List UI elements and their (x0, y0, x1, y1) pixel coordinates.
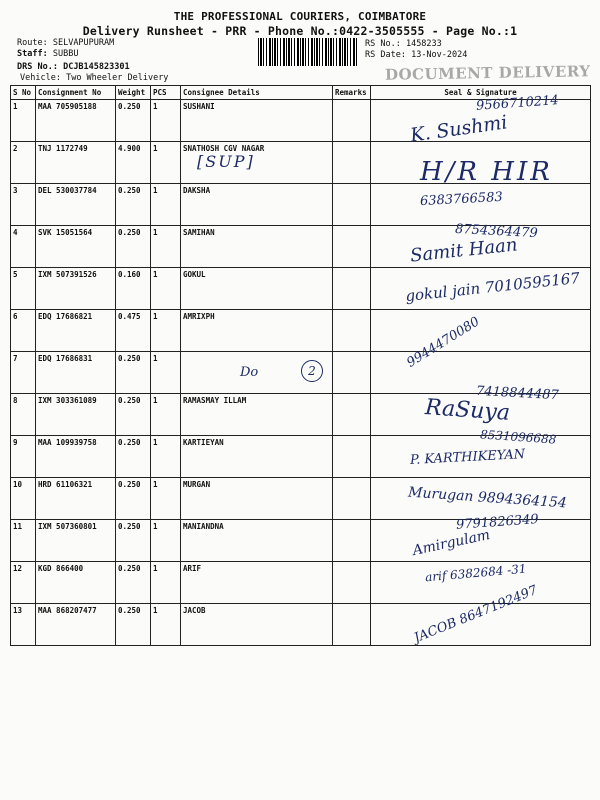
row-sno: 9 (11, 436, 36, 478)
row-weight: 0.250 (116, 352, 151, 394)
row-consignment-no: KGD 866400 (36, 562, 116, 604)
row-consignee: AMRIXPH (181, 310, 333, 352)
row-weight: 0.250 (116, 562, 151, 604)
company-title: THE PROFESSIONAL COURIERS, COIMBATORE (173, 10, 427, 23)
row-pcs: 1 (151, 226, 181, 268)
route-value: SELVAPUPURAM (52, 38, 115, 48)
row-sno: 5 (11, 268, 36, 310)
col-weight: Weight (116, 86, 151, 100)
row-consignee: MANIANDNA (181, 520, 333, 562)
table-row (11, 310, 591, 352)
row-signature (371, 310, 591, 352)
row-weight: 0.250 (116, 436, 151, 478)
rs-no-value: 1458233 (405, 39, 442, 49)
row-consignment-no: IXM 303361089 (36, 394, 116, 436)
handwritten-circled-2: 2 (301, 360, 323, 382)
sig-9: P. KARTHIKEYAN (409, 446, 526, 469)
row-consignment-no: MAA 705905188 (36, 100, 116, 142)
row-sno: 1 (11, 100, 36, 142)
row-sno: 13 (11, 604, 36, 646)
row-remarks (333, 436, 371, 478)
row-pcs: 1 (151, 436, 181, 478)
row-consignee: RAMASMAY ILLAM (181, 394, 333, 436)
row-consignment-no: EDQ 17686821 (36, 310, 116, 352)
rs-no-line: RS No.: 1458233 (365, 39, 442, 49)
row-weight: 0.250 (116, 226, 151, 268)
sig-10: Murugan 9894364154 (407, 484, 568, 512)
row-weight: 0.160 (116, 268, 151, 310)
row-consignment-no: HRD 61106321 (36, 478, 116, 520)
row-sno: 7 (11, 352, 36, 394)
row-sno: 3 (11, 184, 36, 226)
table-row (11, 184, 591, 226)
sig-2: H/R HIR (420, 157, 553, 187)
row-pcs: 1 (151, 184, 181, 226)
sig-11: Amirgulam (411, 526, 492, 560)
row-weight: 4.900 (116, 142, 151, 184)
sig-3: 6383766583 (419, 189, 504, 210)
row-pcs: 1 (151, 268, 181, 310)
sig-8-phone: 7418844487 (475, 383, 560, 404)
row-remarks (333, 100, 371, 142)
vehicle-value: Two Wheeler Delivery (66, 73, 169, 83)
row-consignee: JACOB (181, 604, 333, 646)
sig-5: gokul jain 7010595167 (404, 268, 581, 306)
drs-value: DCJB145823301 (63, 62, 130, 72)
row-consignment-no: MAA 109939758 (36, 436, 116, 478)
row-sno: 6 (11, 310, 36, 352)
sig-4-phone: 8754364479 (454, 221, 539, 242)
row-pcs: 1 (151, 604, 181, 646)
row-consignment-no: EDQ 17686831 (36, 352, 116, 394)
barcode (258, 38, 358, 66)
route-line: Route: SELVAPUPURAM (17, 38, 115, 48)
vehicle-line: Vehicle: Two Wheeler Delivery (20, 73, 169, 83)
row-sno: 10 (11, 478, 36, 520)
handwritten-do: Do (240, 365, 259, 380)
sig-11-phone: 9791826349 (455, 512, 540, 533)
row-consignee: SNATHOSH CGV NAGAR (181, 142, 333, 184)
row-consignee: MURGAN (181, 478, 333, 520)
sig-12: arif 6382684 -31 (424, 561, 527, 585)
row-sno: 12 (11, 562, 36, 604)
row-consignment-no: MAA 868207477 (36, 604, 116, 646)
col-consignment: Consignment No (36, 86, 116, 100)
col-consignee: Consignee Details (181, 86, 333, 100)
row-remarks (333, 352, 371, 394)
sig-1-phone: 9566710214 (475, 93, 560, 114)
row-pcs: 1 (151, 520, 181, 562)
sig-4: Samit Haan (409, 234, 519, 267)
row-consignee: SUSHANI (181, 100, 333, 142)
row-weight: 0.250 (116, 184, 151, 226)
sig-1: K. Sushmi (408, 111, 509, 147)
row-consignment-no: IXM 507391526 (36, 268, 116, 310)
row-remarks (333, 184, 371, 226)
sig-9-phone: 8531096688 (479, 427, 557, 447)
row-sno: 2 (11, 142, 36, 184)
col-signature: Seal & Signature (371, 86, 591, 100)
runsheet-subtitle: Delivery Runsheet - PRR - Phone No.:0422-3505555 - Page No.:1 (82, 24, 518, 38)
drs-line: DRS No.: DCJB145823301 (17, 62, 130, 72)
row-weight: 0.250 (116, 394, 151, 436)
col-sno: S No (11, 86, 36, 100)
row-consignee: ARIF (181, 562, 333, 604)
sig-7: 9944470080 (404, 314, 483, 371)
row-consignment-no: IXM 507360801 (36, 520, 116, 562)
col-remarks: Remarks (333, 86, 371, 100)
row-weight: 0.250 (116, 478, 151, 520)
row-sno: 11 (11, 520, 36, 562)
row-consignment-no: SVK 15051564 (36, 226, 116, 268)
row-remarks (333, 394, 371, 436)
row-pcs: 1 (151, 310, 181, 352)
row-weight: 0.250 (116, 604, 151, 646)
sig-8: RaSuya (424, 395, 511, 426)
row-remarks (333, 478, 371, 520)
sig-13: JACOB 8647192497 (411, 582, 540, 647)
row-remarks (333, 142, 371, 184)
row-weight: 0.250 (116, 520, 151, 562)
row-remarks (333, 310, 371, 352)
staff-line: Staff: SUBBU (17, 49, 79, 59)
row-sno: 8 (11, 394, 36, 436)
row-consignment-no: DEL 530037784 (36, 184, 116, 226)
row-weight: 0.250 (116, 100, 151, 142)
row-remarks (333, 604, 371, 646)
row-consignee: SAMIHAN (181, 226, 333, 268)
row-consignee: DAKSHA (181, 184, 333, 226)
handwritten-sup: [SUP] (197, 152, 255, 171)
col-pcs: PCS (151, 86, 181, 100)
row-pcs: 1 (151, 142, 181, 184)
row-consignment-no: TNJ 1172749 (36, 142, 116, 184)
row-weight: 0.475 (116, 310, 151, 352)
row-remarks (333, 226, 371, 268)
rs-date-value: 13-Nov-2024 (411, 50, 468, 60)
document-delivery-stamp: DOCUMENT DELIVERY (384, 62, 591, 84)
row-sno: 4 (11, 226, 36, 268)
row-pcs: 1 (151, 352, 181, 394)
row-consignee: GOKUL (181, 268, 333, 310)
row-pcs: 1 (151, 562, 181, 604)
staff-value: SUBBU (52, 49, 79, 59)
row-pcs: 1 (151, 394, 181, 436)
row-remarks (333, 562, 371, 604)
row-remarks (333, 268, 371, 310)
row-consignee: KARTIEYAN (181, 436, 333, 478)
row-remarks (333, 520, 371, 562)
row-pcs: 1 (151, 100, 181, 142)
row-pcs: 1 (151, 478, 181, 520)
rs-date-line: RS Date: 13-Nov-2024 (365, 50, 468, 60)
